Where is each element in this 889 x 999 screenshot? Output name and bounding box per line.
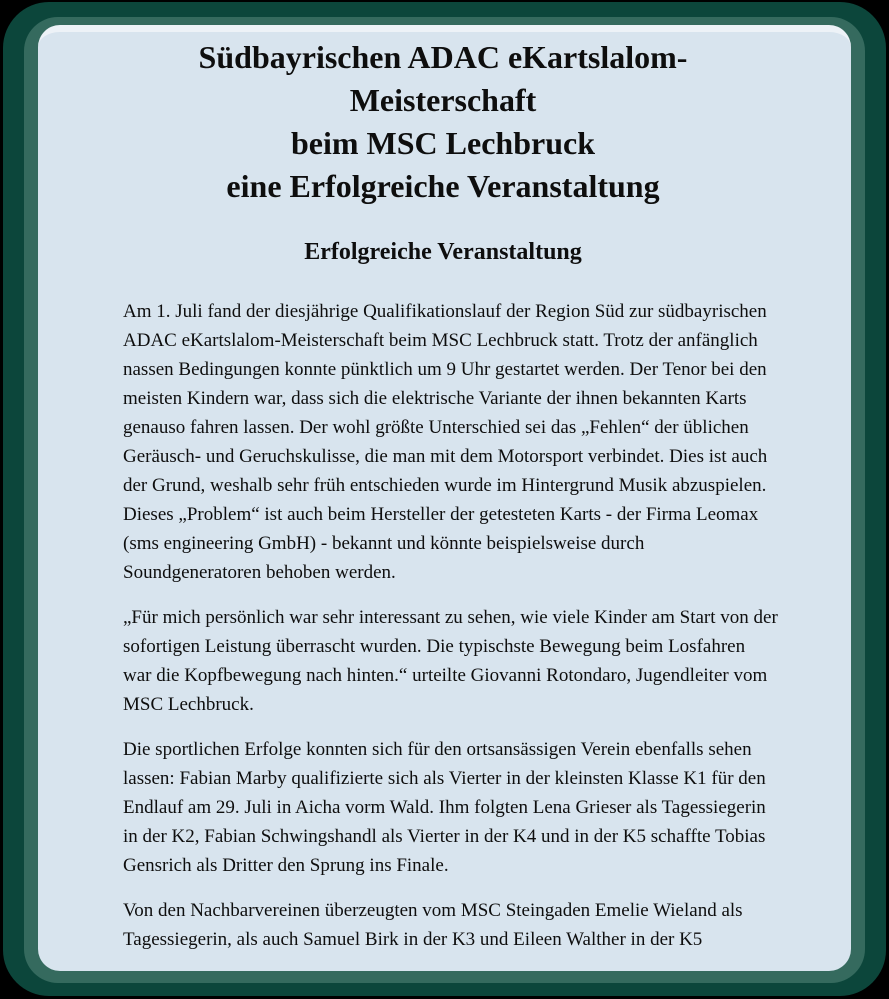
article-body	[123, 297, 778, 954]
document-frame-outer	[3, 2, 886, 996]
paragraph-quote: „Für mich persönlich war sehr interessant zu sehen, wie viele Kinder am Start von der sofortigen Leistung überrascht wurden. Die typischste Bewegung beim Losfahren war die Kopfbewegung nach hinten.“ urteilte Giovanni Rotondaro, Jugendleiter vom MSC Lechbruck.	[123, 607, 778, 715]
paragraph-results-local: Die sportlichen Erfolge konnten sich für den ortsansässigen Verein ebenfalls sehen lassen: Fabian Marby qualifizierte sich als Vierter in der kleinsten Klasse K1 für den Endlauf am 29. Juli in Aicha vorm Wald. Ihm folgten Lena Grieser als Tagessiegerin in der K2, Fabian Schwingshandl als Vierter in der K4 und in der K5 schaffte Tobias Gensrich als Dritter den Sprung ins Finale.	[123, 739, 766, 876]
article-title-line-3: eine Erfolgreiche Veranstaltung	[226, 168, 660, 204]
article-title-line-2: beim MSC Lechbruck	[291, 125, 595, 161]
paragraph-results-neighbors: Von den Nachbarvereinen überzeugten vom MSC Steingaden Emelie Wieland als Tagessiegerin, als auch Samuel Birk in der K3 und Eileen Walther in der K5	[123, 900, 743, 950]
article-title-line-1: Südbayrischen ADAC eKartslalom-Meisterschaft	[198, 39, 688, 118]
document-card	[38, 25, 851, 971]
article-title	[123, 34, 763, 208]
section-heading: Erfolgreiche Veranstaltung	[304, 239, 582, 265]
paragraph-event-report: Am 1. Juli fand der diesjährige Qualifikationslauf der Region Süd zur südbayrischen ADAC eKartslalom-Meisterschaft beim MSC Lechbruck statt. Trotz der anfänglich nassen Bedingungen konnte pünktlich um 9 Uhr gestartet werden. Der Tenor bei den meisten Kindern war, dass sich die elektrische Variante der ihnen bekannten Karts genauso fahren lassen. Der wohl größte Unterschied sei das „Fehlen“ der üblichen Geräusch- und Geruchskulisse, die man mit dem Motorsport verbindet. Dies ist auch der Grund, weshalb sehr früh entschieden wurde im Hintergrund Musik abzuspielen. Dieses „Problem“ ist auch beim Hersteller der getesteten Karts - der Firma Leomax (sms engineering GmbH) - bekannt und könnte beispielsweise durch Soundgeneratoren behoben werden.	[123, 301, 768, 583]
document-frame-inner	[24, 17, 865, 983]
